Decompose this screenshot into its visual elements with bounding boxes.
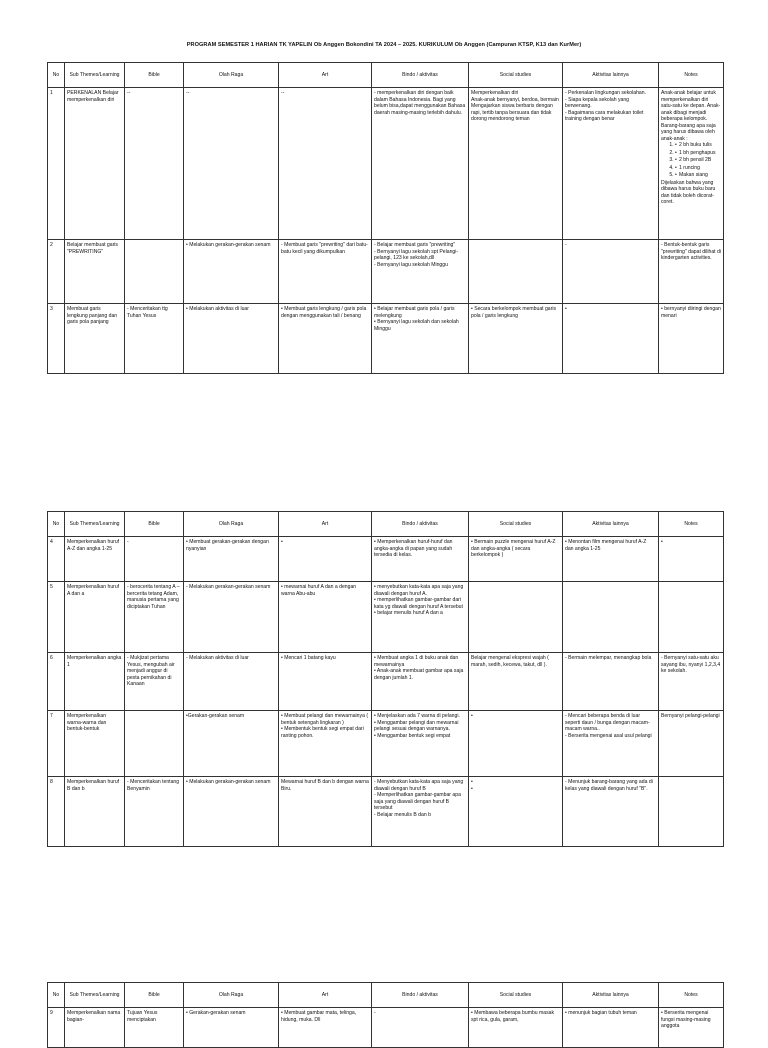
cell-social-studies xyxy=(469,777,563,847)
cell-notes xyxy=(659,240,724,304)
column-header-olah-raga: Olah Raga xyxy=(184,63,279,88)
cell-line: - berocerita tentang A – bercerita tetang Adam, manusia pertama yang diciptakan Tuhan xyxy=(127,584,180,610)
column-header-bindo: Bindo / aktivitas xyxy=(372,512,469,537)
cell-text: 8 xyxy=(50,779,53,785)
cell-olah-raga xyxy=(184,1008,279,1048)
cell-notes xyxy=(659,711,724,777)
cell-aktivitas-lainnya xyxy=(563,537,659,582)
column-header-bindo: Bindo / aktivitas xyxy=(372,983,469,1008)
cell-aktivitas-lainnya xyxy=(563,653,659,711)
cell-sub-theme xyxy=(65,582,125,653)
cell-line: • Membentuk bentuk segi empat dari ranting pohon. xyxy=(281,726,364,739)
cell-bible xyxy=(125,653,184,711)
cell-line: • Membuat angka 1 di buku anak dan mewarnainya xyxy=(374,655,459,668)
cell-line: - Melakukan gerakan-gerakan senam xyxy=(186,584,271,590)
column-header-aktivitas-lainnya: Aktivitas lainnya xyxy=(563,983,659,1008)
cell-bindo xyxy=(372,777,469,847)
cell-text: Memperkenalkan nama bagian- xyxy=(67,1010,121,1023)
cell-social-studies xyxy=(469,653,563,711)
column-header-aktivitas-lainnya: Aktivitas lainnya xyxy=(563,512,659,537)
cell-notes xyxy=(659,653,724,711)
cell-line: - Bernyanyi lagu sekolah Minggu xyxy=(374,261,448,268)
cell-line: • Belajar membuat garis pola / garis melengkung xyxy=(374,306,455,319)
header-row xyxy=(48,63,724,88)
cell-bindo xyxy=(372,537,469,582)
column-header-number: No xyxy=(48,983,65,1008)
cell-notes xyxy=(659,304,724,374)
cell-art xyxy=(279,88,372,240)
cell-line: • Membuat gambar mata, telinga, hidung, muka. Dll xyxy=(281,1010,357,1023)
table-row xyxy=(48,1008,724,1048)
cell-line: • Berserita mengenai fungsi masing-masing anggota xyxy=(661,1010,711,1030)
cell-line: - Bermain melempar, menangkap bola xyxy=(565,655,652,661)
notes-list-item: • 5. Makan siang xyxy=(675,172,721,179)
cell-line: • belajar menulis huruf A dan a xyxy=(374,610,443,617)
cell-line: -- xyxy=(281,90,285,96)
cell-line: Belajar mengenal ekspresi wajah ( marah, sedih, kecewa, takut, dll ). xyxy=(471,655,549,668)
cell-line: -- xyxy=(127,90,131,96)
cell-art xyxy=(279,582,372,653)
cell-sub-theme xyxy=(65,304,125,374)
lesson-plan-table-3 xyxy=(47,982,724,1048)
cell-notes xyxy=(659,777,724,847)
cell-line: - Menyebutkan kata-kata apa saja yang diawali dengan huruf B xyxy=(374,779,464,792)
cell-olah-raga xyxy=(184,304,279,374)
table-row xyxy=(48,88,724,240)
cell-sub-theme xyxy=(65,1008,125,1048)
cell-number xyxy=(48,777,65,847)
cell-text: Memperkenalkan warna-warna dan bentuk-bentuk xyxy=(67,713,107,733)
cell-text: PERKENALAN Belajar memperkenalkan diri xyxy=(67,90,119,103)
cell-social-studies xyxy=(469,711,563,777)
column-header-notes: Notes xyxy=(659,983,724,1008)
cell-bible xyxy=(125,777,184,847)
cell-art xyxy=(279,304,372,374)
cell-line: • xyxy=(471,779,473,785)
column-header-social-studies: Social studies xyxy=(469,983,563,1008)
cell-text: 2 xyxy=(50,242,53,248)
cell-line: • Menggambar pelangi dan mewarnai pelangi sesuai dengan warnanya. xyxy=(374,719,459,733)
cell-bible xyxy=(125,1008,184,1048)
lesson-plan-table-2 xyxy=(47,511,724,847)
cell-line: Memperkenalkan diri xyxy=(471,90,519,96)
cell-bible xyxy=(125,240,184,304)
cell-text: 7 xyxy=(50,713,53,719)
cell-line: • xyxy=(281,539,283,545)
cell-number xyxy=(48,653,65,711)
column-header-art: Art xyxy=(279,983,372,1008)
notes-list-item: • 2. 1 bh penghapus xyxy=(675,150,721,157)
cell-sub-theme xyxy=(65,88,125,240)
cell-line: • Membuat pelangi dan mewarnainya ( bentuk setengah lingkaran ) xyxy=(281,713,369,726)
column-header-bible: Bible xyxy=(125,983,184,1008)
cell-bindo xyxy=(372,653,469,711)
cell-line: • memperlihatkan gambar-gambar dari kata yg diawali dengan huruf A tersebut xyxy=(374,597,463,610)
cell-bible xyxy=(125,711,184,777)
cell-line: - Mukjizat pertama Yesus, mengubah air menjadi anggur di pesta pernikahan di Kanaan xyxy=(127,655,175,688)
cell-line: Bernyanyi pelangi-pelangi xyxy=(661,713,720,719)
cell-bible xyxy=(125,304,184,374)
cell-line: • Memperkenalkan huruf-huruf dan angka-angka di papan yang sudah tersedia di kelas. xyxy=(374,539,453,559)
cell-line: • xyxy=(565,306,567,312)
column-header-notes: Notes xyxy=(659,512,724,537)
cell-text: 1 xyxy=(50,90,53,96)
column-header-sub-theme: Sub Themes/Learning xyxy=(65,63,125,88)
cell-line: - Bernyanyi satu-satu aku sayang ibu, nyanyi 1,2,3,4 ke sekolah. xyxy=(661,655,721,675)
table-row xyxy=(48,777,724,847)
cell-art xyxy=(279,537,372,582)
cell-art xyxy=(279,240,372,304)
cell-line: • Bernyanyi lagu sekolah dan sekolah Minggu xyxy=(374,319,459,332)
cell-bindo xyxy=(372,711,469,777)
column-header-sub-theme: Sub Themes/Learning xyxy=(65,983,125,1008)
column-header-aktivitas-lainnya: Aktivitas lainnya xyxy=(563,63,659,88)
cell-art xyxy=(279,777,372,847)
cell-notes xyxy=(659,537,724,582)
cell-line: •Gerakan-gerakan senam xyxy=(186,713,245,719)
cell-line: • Anak-anak membuat gambar apa saja dengan jumlah 1. xyxy=(374,668,464,681)
cell-line: • Membuat garis lengkung / garis pola dengan menggunakan tali / benang xyxy=(281,306,367,319)
cell-line: - Belajar membuat garis "prewriting" xyxy=(374,242,456,248)
cell-line: - Menceritakan tentang Benyamin xyxy=(127,779,180,792)
column-header-number: No xyxy=(48,512,65,537)
cell-bible xyxy=(125,537,184,582)
column-header-social-studies: Social studies xyxy=(469,63,563,88)
cell-notes xyxy=(659,88,724,240)
cell-olah-raga xyxy=(184,777,279,847)
cell-text: Membuat garis lengkung panjang dan garis pola panjang xyxy=(67,306,118,326)
header-row xyxy=(48,512,724,537)
cell-line: • Secara berkelompok membuat garis pola / garis lengkung xyxy=(471,306,557,319)
cell-social-studies xyxy=(469,537,563,582)
cell-line: • Gerakan-gerakan senam xyxy=(186,1010,246,1016)
cell-art xyxy=(279,653,372,711)
cell-text: Memperkenalkan huruf B dan b xyxy=(67,779,120,792)
cell-social-studies xyxy=(469,88,563,240)
cell-line: - Belajar menulis B dan b xyxy=(374,811,431,818)
cell-line: • menunjuk bagian tubuh teman xyxy=(565,1010,637,1016)
cell-sub-theme xyxy=(65,240,125,304)
cell-aktivitas-lainnya xyxy=(563,88,659,240)
column-header-olah-raga: Olah Raga xyxy=(184,512,279,537)
cell-sub-theme xyxy=(65,777,125,847)
cell-aktivitas-lainnya xyxy=(563,582,659,653)
cell-number xyxy=(48,1008,65,1048)
cell-aktivitas-lainnya xyxy=(563,711,659,777)
cell-aktivitas-lainnya xyxy=(563,304,659,374)
cell-text: Memperkenalkan huruf A-Z dan angka 1-25 xyxy=(67,539,120,552)
cell-bindo xyxy=(372,240,469,304)
cell-text: 9 xyxy=(50,1010,53,1016)
lesson-plan-table-1 xyxy=(47,62,724,374)
cell-line: - Membuat garis "prewriting" dari batu-batu kecil yang dikumpulkan xyxy=(281,242,368,255)
cell-line: • Menggambar bentuk segi empat xyxy=(374,732,451,739)
column-header-bible: Bible xyxy=(125,63,184,88)
cell-line: - xyxy=(127,539,129,545)
cell-number xyxy=(48,304,65,374)
cell-line: • xyxy=(471,785,473,792)
cell-line: Anak-anak bernyanyi, berdoa, bermain xyxy=(471,96,559,103)
cell-line: - Mencari beberapa benda di luar seperti daun / bunga dengan macam-macam warna.. xyxy=(565,713,650,733)
cell-sub-theme xyxy=(65,537,125,582)
cell-sub-theme xyxy=(65,653,125,711)
cell-line: - Bagaimana cara melakukan toilet training dengan benar xyxy=(565,109,644,123)
cell-line: • Melakukan gerakan-gerakan senam xyxy=(186,242,271,248)
cell-aktivitas-lainnya xyxy=(563,1008,659,1048)
cell-number xyxy=(48,88,65,240)
table-row xyxy=(48,304,724,374)
cell-text: 6 xyxy=(50,655,53,661)
cell-olah-raga xyxy=(184,711,279,777)
cell-line: - Bernyanyi lagu sekolah spt Pelangi-pelangi, 123 ke sekolah,dll xyxy=(374,248,459,262)
cell-number xyxy=(48,582,65,653)
notes-list-item: • 1. 2 bh buku tulis xyxy=(675,142,721,149)
cell-line: - Siapa kepala sekolah yang berwenang. xyxy=(565,96,629,110)
cell-text: Memperkenalkan huruf A dan a xyxy=(67,584,120,597)
cell-text: 4 xyxy=(50,539,53,545)
cell-text: 3 xyxy=(50,306,53,312)
notes-list xyxy=(661,142,721,179)
column-header-social-studies: Social studies xyxy=(469,512,563,537)
cell-social-studies xyxy=(469,1008,563,1048)
cell-olah-raga xyxy=(184,653,279,711)
cell-line: - Perkenalan lingkungan sekolahan. xyxy=(565,90,646,96)
cell-line: • Membuat gerakan-gerakan dengan nyanyian xyxy=(186,539,269,552)
cell-line: Mewarnai huruf B dan b dengan warna Biru. xyxy=(281,779,369,792)
cell-line: - Bentuk-bentuk garis "prewriting" dapat dilihat di kindergarten activities. xyxy=(661,242,721,262)
cell-line: - Menceritakan ttg Tuhan Yesus xyxy=(127,306,168,319)
cell-art xyxy=(279,1008,372,1048)
column-header-art: Art xyxy=(279,63,372,88)
column-header-sub-theme: Sub Themes/Learning xyxy=(65,512,125,537)
cell-line: • Mencari 1 batang kayu xyxy=(281,655,336,661)
column-header-art: Art xyxy=(279,512,372,537)
cell-social-studies xyxy=(469,304,563,374)
cell-olah-raga xyxy=(184,582,279,653)
cell-line: - memperkenalkan diri dengan baik dalam Bahasa Indonesia. Bagi yang belum bisa,dapat menggunakan Bahasa daerah masing-masing terlebih dahulu. xyxy=(374,90,466,116)
document-title: PROGRAM SEMESTER 1 HARIAN TK YAPELIN Ob Anggen Bokondini TA 2024 – 2025. KURIKULUM Ob Anggen (Campuran KTSP, K13 dan KurMer) xyxy=(186,42,582,48)
notes-list-item: • 4. 1 runcing xyxy=(675,165,721,172)
cell-line: • bernyanyi diiringi dengan menari xyxy=(661,306,721,319)
cell-line: -- xyxy=(186,90,190,96)
cell-line: - Memperlihatkan gambar-gambar apa saja yang diawali dengan huruf B tersebut xyxy=(374,792,461,812)
cell-bindo xyxy=(372,1008,469,1048)
cell-olah-raga xyxy=(184,537,279,582)
column-header-number: No xyxy=(48,63,65,88)
cell-line: • Melakukan gerakan-gerakan senam xyxy=(186,779,271,785)
cell-line: - xyxy=(565,242,567,248)
column-header-bible: Bible xyxy=(125,512,184,537)
table-row xyxy=(48,537,724,582)
column-header-notes: Notes xyxy=(659,63,724,88)
cell-bindo xyxy=(372,304,469,374)
cell-line: • Bermain puzzle mengenai huruf A-Z dan angka-angka ( secara berkelompok ) xyxy=(471,539,556,559)
cell-line: • Menontan film mengenai huruf A-Z dan angka 1-25 xyxy=(565,539,647,552)
cell-text: Belajar membuat garis "PREWRITING" xyxy=(67,242,118,255)
cell-bindo xyxy=(372,582,469,653)
notes-list-item: • 3. 2 bh pensil 2B xyxy=(675,157,721,164)
column-header-bindo: Bindo / aktivitas xyxy=(372,63,469,88)
cell-line: • xyxy=(471,713,473,719)
cell-line: • Melakukan aktivitas di luar xyxy=(186,306,249,312)
cell-olah-raga xyxy=(184,240,279,304)
cell-bindo xyxy=(372,88,469,240)
table-row xyxy=(48,711,724,777)
table-row xyxy=(48,240,724,304)
cell-aktivitas-lainnya xyxy=(563,240,659,304)
cell-line: • Membawa beberapa bumbu masak spt rica, gula, garam, xyxy=(471,1010,555,1023)
table-row xyxy=(48,582,724,653)
cell-line: • xyxy=(661,539,663,545)
cell-social-studies xyxy=(469,240,563,304)
cell-text: Memperkenalkan angka 1 xyxy=(67,655,122,668)
cell-line: • menyebutkan kata-kata apa saja yang diawali dengan huruf A. xyxy=(374,584,464,597)
cell-social-studies xyxy=(469,582,563,653)
cell-olah-raga xyxy=(184,88,279,240)
cell-number xyxy=(48,711,65,777)
notes-intro: Anak-anak belajar untuk memperkenalkan diri satu-satu ke depan. Anak-anak dibagi menjadi beberapa kelompok. Barang-barang apa saja yang harus dibawa oleh anak-anak : xyxy=(661,90,721,142)
header-row xyxy=(48,983,724,1008)
cell-text: 5 xyxy=(50,584,53,590)
cell-bible xyxy=(125,582,184,653)
cell-line: - xyxy=(374,1010,376,1016)
cell-aktivitas-lainnya xyxy=(563,777,659,847)
table-row xyxy=(48,653,724,711)
cell-sub-theme xyxy=(65,711,125,777)
cell-line: • mewarnai huruf A dan a dengan warna Abu-abu xyxy=(281,584,357,597)
cell-line: Mengajarkan siswa berbaris dengan rapi, tertib tanpa bersuara dan tidak dorong mendorong teman xyxy=(471,103,553,123)
cell-line: Tujuan Yesus menciptakan xyxy=(127,1010,158,1023)
cell-notes xyxy=(659,582,724,653)
cell-art xyxy=(279,711,372,777)
cell-line: • Menjelaskan ada 7 warna di pelangi. xyxy=(374,713,460,719)
cell-number xyxy=(48,240,65,304)
cell-line: - Melakukan aktivitas di luar xyxy=(186,655,249,661)
column-header-olah-raga: Olah Raga xyxy=(184,983,279,1008)
cell-notes xyxy=(659,1008,724,1048)
cell-line: - Menunjuk barang-barang yang ada di kelas yang diawali dengan huruf "B". xyxy=(565,779,653,792)
notes-outro: Dijelaskan bahwa yang dibawa harus buku baru dan tidak boleh dicorat-coret. xyxy=(661,179,716,206)
cell-line: - Berserita mengenai asal usul pelangi xyxy=(565,732,652,739)
cell-number xyxy=(48,537,65,582)
cell-bible xyxy=(125,88,184,240)
